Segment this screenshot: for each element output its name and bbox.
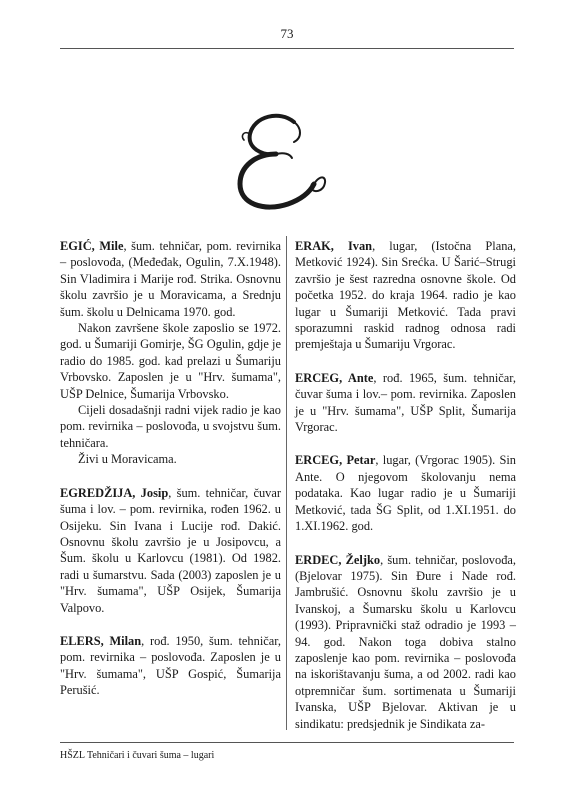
column-divider <box>286 236 287 730</box>
page-number: 73 <box>280 26 294 41</box>
entry-name: ERAK, Ivan <box>295 239 373 253</box>
entry-name: ERCEG, Petar <box>295 453 376 468</box>
entry-text: , šum. tehničar, čuvar šuma i lov. – pom. revirnika, rođen 1962. u Osijeku. Sin Ivana i Lucije rođ. Dakić. Osnovnu školu završio je u Josipovcu, a Šum. školu u Karlovcu (1981). Od 1982. radi u šumarstvu. Sada (2003) zaposlen je u "Hrv. šumama", UŠP Osijek, Šumarija Valpovo. <box>60 485 281 615</box>
entry-erak-ivan <box>295 238 516 353</box>
entry-name: ERCEG, Ante <box>295 370 374 385</box>
ornamental-letter-e <box>232 108 332 216</box>
entry-name: EGIĆ, Mile <box>60 239 124 253</box>
entry-text: , šum. tehničar, pom. revirnika – poslovođa, (Međeđak, Ogulin, 7.X.1948). Sin Vladimira i Marije rođ. Strika. Osnovnu školu završio je u Moravicama, a Srednju šum. školu u Delnicama 1970. god. <box>60 239 282 319</box>
entry-paragraph: Živi u Moravicama. <box>78 452 177 467</box>
entry-erceg-ante <box>295 370 516 436</box>
entry-text: , lugar, (Vrgorac 1905). Sin Ante. O njegovom školovanju nema podataka. Kao lugar radio je u Šumariji Metković, tada ŠG Split, od 1.XI.1951. do 1.XI.1962. god. <box>295 453 516 534</box>
footer-rule <box>60 742 514 743</box>
entry-text: , rođ. 1950, šum. tehničar, pom. revirnika – poslovođa. Zaposlen je u "Hrv. šumama", UŠP Gospić, Šumarija Perušić. <box>60 633 281 698</box>
entry-text: , rođ. 1965, šum. tehničar, čuvar šuma i lov.– pom. revirnika. Zaposlen je u "Hrv. šumama", UŠP Split, Šumarija Vrgorac. <box>295 370 516 435</box>
running-footer: HŠZL Tehničari i čuvari šuma – lugari <box>60 750 215 761</box>
entry-paragraph: Nakon završene škole zaposlio se 1972. god. u Šumariji Gomirje, ŠG Ogulin, gdje je radio do 1985. god. kad prelazi u Šumariju Vrbovsko. Zaposlen je u "Hrv. šumama", UŠP Delnice, Šumarija Vrbovsko. <box>60 321 281 401</box>
entry-name: ELERS, Milan <box>60 633 142 648</box>
entry-erdec-zeljko <box>295 552 516 732</box>
entry-erceg-petar <box>295 452 516 534</box>
right-column <box>295 238 516 749</box>
entry-elers-milan <box>60 633 281 699</box>
entry-paragraph: Cijeli dosadašnji radni vijek radio je kao pom. revirnika – poslovođa, u svojstvu šum. tehničara. <box>60 403 281 450</box>
entry-text: , šum. tehničar, poslovođa, (Bjelovar 1975). Sin Đure i Nade rođ. Jambrušić. Osnovnu školu završio je u Ivanskoj, a Šumarsku školu u Karlovcu (1993). Pripravnički staž odradio je 1993 – 94. god. Nakon toga dobiva stalno zaposlenje kao pom. revirnika – poslovođa na iskorištavanju šuma, a od 2002. radi kao otpremničar šum. sortimenata u Šumariji Ivanska, UŠP Bjelovar. Aktivan je u sindikatu: predsjednik je Sindikata za- <box>295 552 516 731</box>
left-column <box>60 238 281 716</box>
entry-egredzija-josip <box>60 485 281 616</box>
entry-name: ERDEC, Željko <box>295 552 381 567</box>
entry-egic-mile <box>60 238 281 468</box>
entry-name: EGREDŽIJA, Josip <box>60 485 169 500</box>
header-rule <box>60 48 514 49</box>
entry-text: , lugar, (Istočna Plana, Metković 1924). Sin Srećka. U Šarić–Strugi završio je šest razredna osnovne škole. Od početka 1952. do kraja 1964. radio je kao lugar u Šumariji Metković. Tada pravi sporazumni raskid radnog odnosa radi premještaja u Šumariju Vrgorac. <box>295 239 516 352</box>
